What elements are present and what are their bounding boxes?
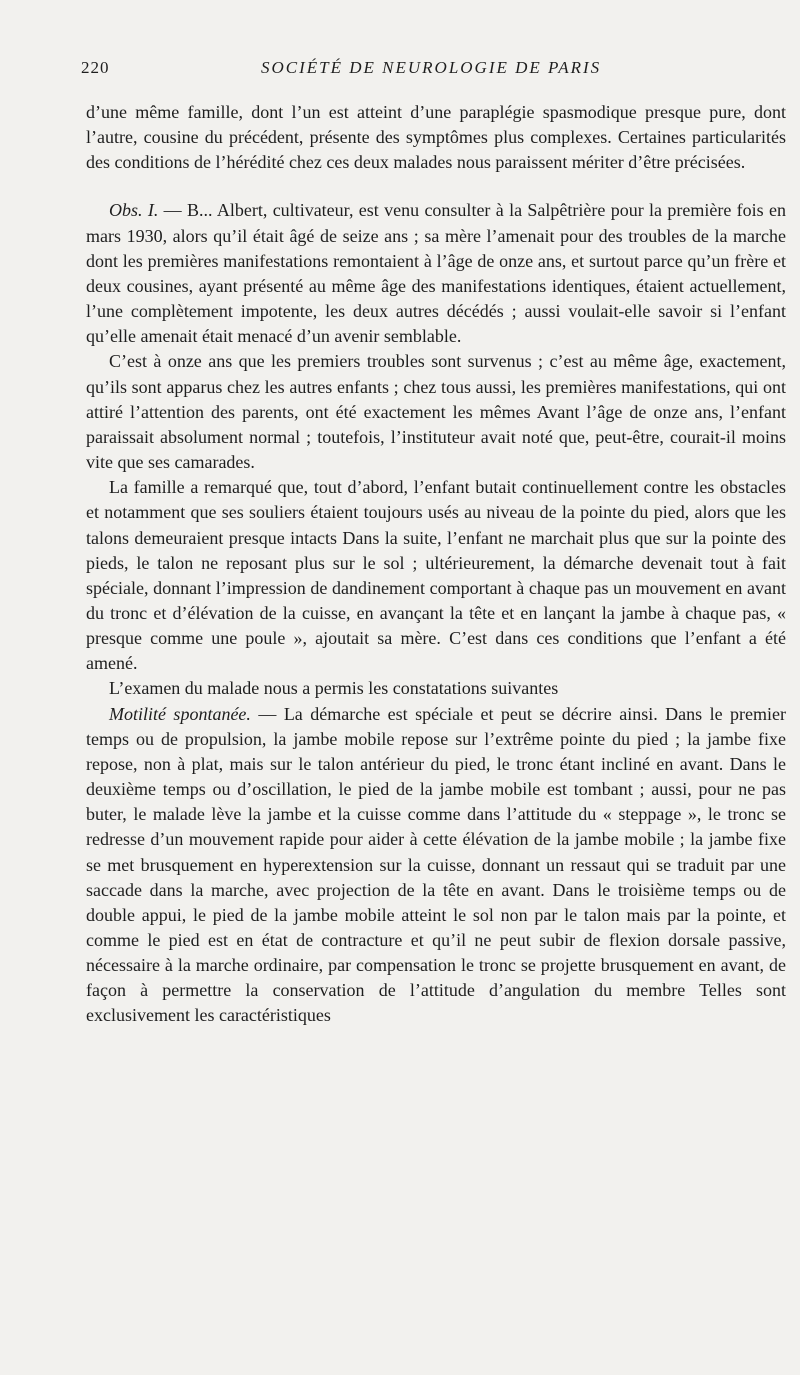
- paragraph-text: — La démarche est spéciale et peut se décrire ainsi. Dans le premier temps ou de propulsion, la jambe mobile repose sur l’extrême pointe du pied ; la jambe fixe repose, non à plat, mais sur le talon antérieur du pied, le tronc étant incliné en avant. Dans le deuxième temps ou d’oscillation, le pied de la jambe mobile est tombant ; aussi, pour ne pas buter, le malade lève la jambe et la cuisse comme dans l’attitude du « steppage », le tronc se redresse d’un mouvement rapide pour aider à cette élévation de la jambe mobile ; la jambe fixe se met brusquement en hyperextension sur la cuisse, donnant un ressaut qui se traduit par une saccade dans la marche, avec projection de la tête en avant. Dans le troisième temps ou de double appui, le pied de la jambe mobile atteint le sol non par le talon mais par la pointe, et comme le pied est en état de contracture et qu’il ne peut subir de flexion dorsale passive, nécessaire à la marche ordinaire, par compensation le tronc se projette brusquement en avant, de façon à permettre la conservation de l’attitude d’angulation du membre Telles sont exclusivement les caractéristiques: [86, 703, 786, 1026]
- page-number: 220: [81, 58, 110, 77]
- paragraph-onset: C’est à onze ans que les premiers troubles sont survenus ; c’est au même âge, exactement, qu’ils sont apparus chez les autres enfants ; chez tous aussi, les premières manifestations, qui ont attiré l’attention des parents, ont été exactement les mêmes Avant l’âge de onze ans, l’enfant paraissait absolument normal ; toutefois, l’instituteur avait noté que, peut-être, courait-il moins vite que ses camarades.: [86, 351, 786, 473]
- section-label-motility: Motilité spontanée.: [109, 703, 251, 724]
- running-title: SOCIÉTÉ DE NEUROLOGIE DE PARIS: [261, 58, 602, 77]
- paragraph-intro-continuation: d’une même famille, dont l’un est atteint d’une paraplégie spasmodique presque pure, dont l’autre, cousine du précédent, présente des symptômes plus complexes. Certaines particularités des conditions de l’hérédité chez ces deux malades nous paraissent mériter d’être précisées.: [86, 102, 786, 173]
- document-page: [81, 58, 787, 1029]
- observation-label: Obs. I.: [109, 200, 159, 221]
- paragraph-observation-1: [86, 198, 786, 349]
- paragraph-text: — B... Albert, cultivateur, est venu consulter à la Salpêtrière pour la première fois en mars 1930, alors qu’il était âgé de seize ans ; sa mère l’amenait pour des troubles de la marche dont les premières manifestations remontaient à l’âge de onze ans, et surtout parce qu’un frère et deux cousines, ayant présenté au même âge des manifestations identiques, étaient actuellement, l’une complètement impotente, les deux autres décédés ; aussi voulait-elle savoir si l’enfant qu’elle amenait était menacé d’un avenir semblable.: [86, 200, 787, 347]
- paragraph-examination: L’examen du malade nous a permis les constatations suivantes: [109, 678, 559, 699]
- paragraph-family-observations: La famille a remarqué que, tout d’abord, l’enfant butait continuellement contre les obstacles et notamment que ses souliers étaient toujours usés au niveau de la pointe du pied, alors que les talons demeuraient presque intacts Dans la suite, l’enfant ne marchait plus que sur la pointe des pieds, le talon ne reposant plus sur le sol ; ultérieurement, la démarche devenait tout à fait spéciale, donnant l’impression de dandinement comportant à chaque pas un mouvement en avant du tronc et d’élévation de la cuisse, en avançant la tête et en lançant la jambe à chaque pas, « presque comme une poule », ajoutait sa mère. C’est dans ces conditions que l’enfant a été amené.: [86, 477, 786, 674]
- paragraph-motility: [86, 702, 786, 1029]
- page-header: [81, 58, 786, 86]
- body-text: [86, 100, 786, 1029]
